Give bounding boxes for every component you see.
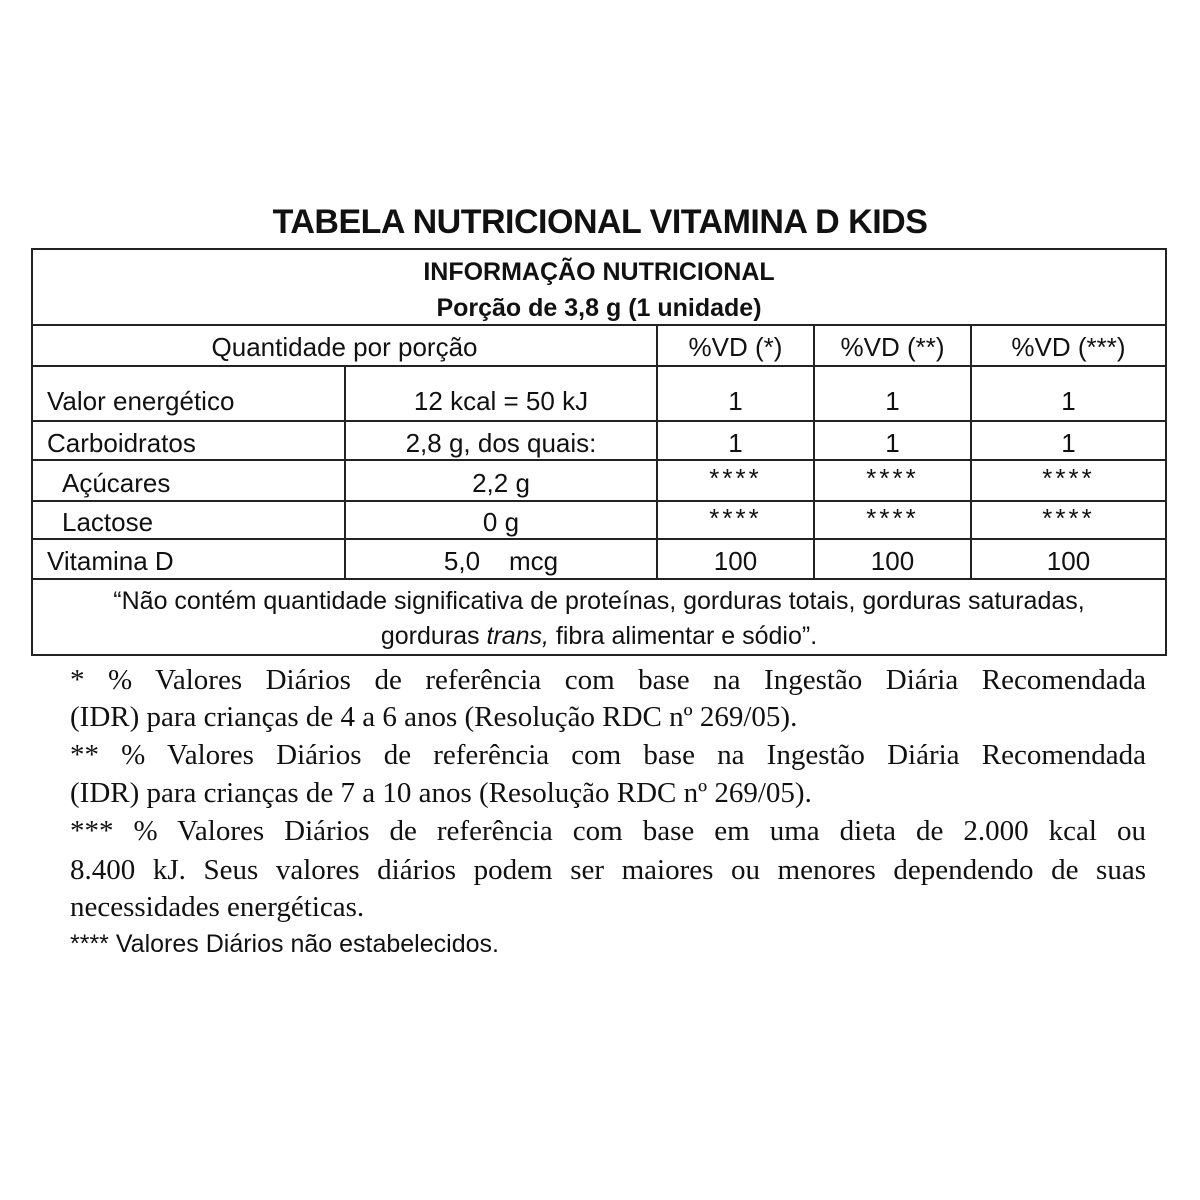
row-vd2: **** <box>866 503 919 533</box>
footnote-4: **** Valores Diários não estabelecidos. <box>70 930 499 958</box>
note-line-2: gorduras trans, fibra alimentar e sódio”. <box>380 622 818 650</box>
row-vd3: **** <box>1042 503 1095 533</box>
row-vd3: 100 <box>1046 546 1091 576</box>
footnote-3-line-3: necessidades energéticas. <box>70 891 365 923</box>
page-title: TABELA NUTRICIONAL VITAMINA D KIDS <box>272 203 928 241</box>
header-portion: Porção de 3,8 g (1 unidade) <box>436 294 762 322</box>
note-line-1: “Não contém quantidade significativa de proteínas, gorduras totais, gorduras saturadas, <box>113 587 1085 615</box>
table-header <box>33 254 1165 326</box>
row-name: Valor energético <box>47 386 235 416</box>
row-vd1: 100 <box>713 546 758 576</box>
row-vd3: **** <box>1042 463 1095 493</box>
row-amount: 2,2 g <box>472 468 530 498</box>
divider <box>33 324 1165 326</box>
divider <box>33 365 1165 367</box>
row-amount: 5,0 mcg <box>443 546 559 576</box>
row-amount: 12 kcal = 50 kJ <box>413 386 589 416</box>
nutrition-table <box>31 248 1167 656</box>
row-name: Açúcares <box>62 468 171 498</box>
row-amount: 2,8 g, dos quais: <box>405 428 597 458</box>
row-vd3: 1 <box>1061 386 1076 416</box>
divider <box>33 500 1165 502</box>
footnote-1-line-1: * % Valores Diários de referência com base na Ingestão Diária Recomendada <box>70 664 1146 696</box>
footnote-2-line-2: (IDR) para crianças de 7 a 10 anos (Resolução RDC nº 269/05). <box>70 777 812 809</box>
column-header-vd3: %VD (***) <box>1011 332 1126 362</box>
divider <box>33 420 1165 422</box>
row-name: Carboidratos <box>47 428 196 458</box>
divider <box>33 578 1165 580</box>
column-header-vd2: %VD (**) <box>840 332 945 362</box>
row-name: Lactose <box>62 507 154 537</box>
row-vd1: 1 <box>728 386 743 416</box>
row-amount: 0 g <box>482 507 520 537</box>
column-header-vd1: %VD (*) <box>688 332 783 362</box>
row-name: Vitamina D <box>47 546 174 576</box>
footnote-3-line-2: 8.400 kJ. Seus valores diários podem ser maiores ou menores dependendo de suas <box>70 854 1146 886</box>
row-vd1: **** <box>709 503 762 533</box>
footnote-1-line-2: (IDR) para crianças de 4 a 6 anos (Resolução RDC nº 269/05). <box>70 701 798 733</box>
footnote-2-line-1: ** % Valores Diários de referência com base na Ingestão Diária Recomendada <box>70 739 1146 771</box>
divider <box>33 459 1165 461</box>
row-vd1: 1 <box>728 428 743 458</box>
row-vd2: 100 <box>870 546 915 576</box>
row-vd2: 1 <box>885 386 900 416</box>
divider <box>33 538 1165 540</box>
header-title: INFORMAÇÃO NUTRICIONAL <box>423 258 775 286</box>
row-vd2: **** <box>866 463 919 493</box>
column-header-quantity: Quantidade por porção <box>211 332 478 362</box>
footnote-3-line-1: *** % Valores Diários de referência com base em uma dieta de 2.000 kcal ou <box>70 815 1146 847</box>
row-vd1: **** <box>709 463 762 493</box>
row-vd2: 1 <box>885 428 900 458</box>
row-vd3: 1 <box>1061 428 1076 458</box>
